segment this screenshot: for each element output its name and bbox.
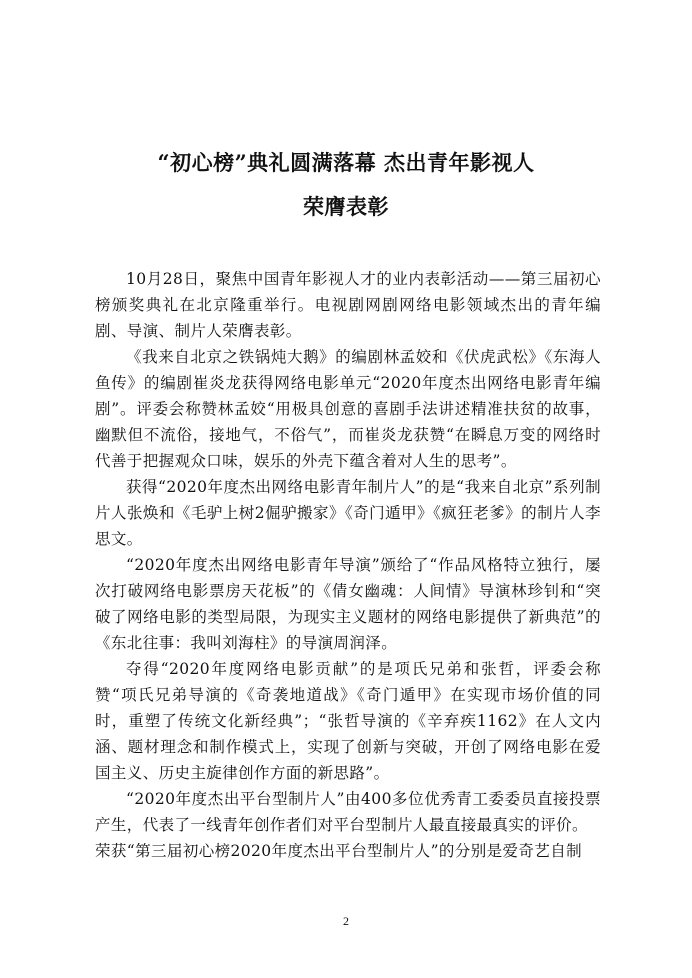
title-line-2: 荣膺表彰: [303, 194, 389, 219]
article-body: [95, 266, 601, 864]
paragraph-7: 荣获“第三届初心榜2020年度杰出平台型制片人”的分别是爱奇艺自制: [95, 842, 582, 860]
paragraph-1: 10月28日，聚焦中国青年影视人才的业内表彰活动——第三届初心榜颁奖典礼在北京隆重举行。电视剧网剧网络电影领域杰出的青年编剧、导演、制片人荣膺表彰。: [95, 270, 601, 340]
paragraph-6: “2020年度杰出平台型制片人”由400多位优秀青工委委员直接投票产生，代表了一线青年创作者们对平台型制片人最直接最真实的评价。: [95, 790, 601, 834]
article-title: [0, 148, 692, 222]
title-line-1: “初心榜”典礼圆满落幕 杰出青年影视人: [157, 150, 535, 175]
paragraph-5: 夺得“2020年度网络电影贡献”的是项氏兄弟和张哲，评委会称赞“项氏兄弟导演的《奇袭地道战》《奇门遁甲》在实现市场价值的同时，重塑了传统文化新经典”；“张哲导演的《辛弃疾1162》在人文内涵、题材理念和制作模式上，实现了创新与突破，开创了网络电影在爱国主义、历史主旋律创作方面的新思路”。: [95, 660, 601, 782]
paragraph-3: 获得“2020年度杰出网络电影青年制片人”的是“我来自北京”系列制片人张焕和《毛驴上树2倔驴搬家》《奇门遁甲》《疯狂老爹》的制片人李思文。: [95, 478, 601, 548]
page-number: 2: [343, 914, 349, 928]
paragraph-2: 《我来自北京之铁锅炖大鹅》的编剧林孟姣和《伏虎武松》《东海人鱼传》的编剧崔炎龙获得网络电影单元“2020年度杰出网络电影青年编剧”。评委会称赞林孟姣“用极具创意的喜剧手法讲述精准扶贫的故事，幽默但不流俗，接地气，不俗气”，而崔炎龙获赞“在瞬息万变的网络时代善于把握观众口味，娱乐的外壳下蕴含着对人生的思考”。: [95, 348, 601, 470]
paragraph-4: “2020年度杰出网络电影青年导演”颁给了“作品风格特立独行，屡次打破网络电影票房天花板”的《倩女幽魂：人间情》导演林珍钊和“突破了网络电影的类型局限，为现实主义题材的网络电影提供了新典范”的《东北往事：我叫刘海柱》的导演周润泽。: [95, 556, 601, 652]
